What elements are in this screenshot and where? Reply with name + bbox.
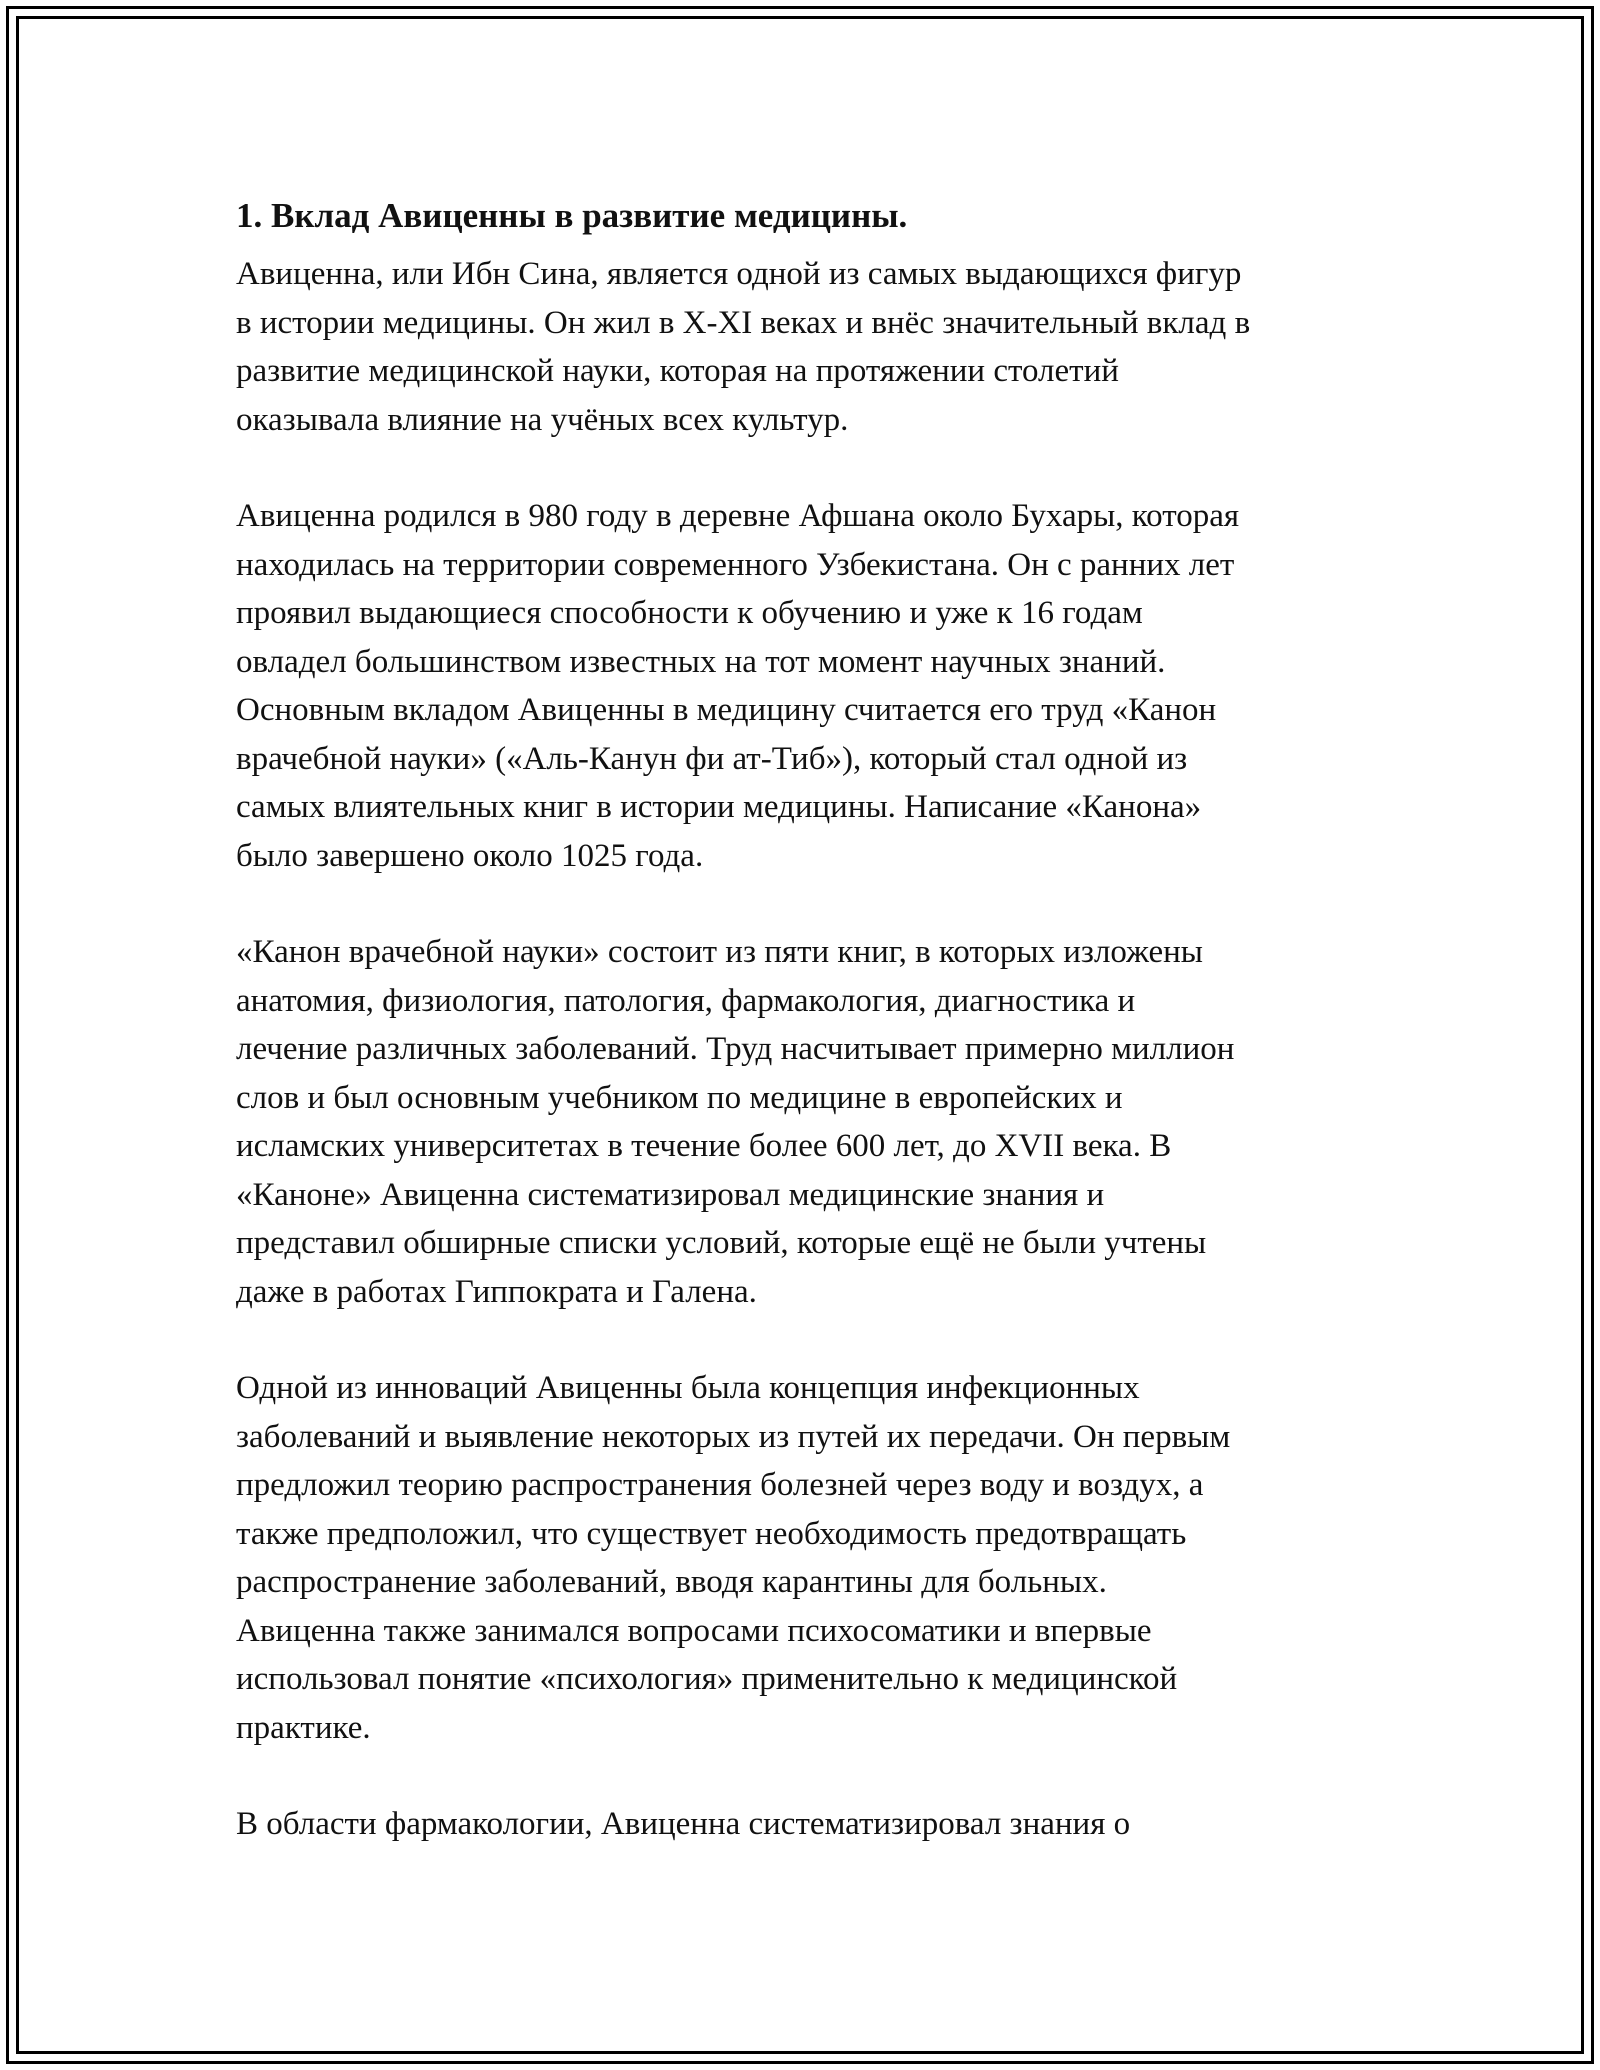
paragraph-line: находилась на территории современного Узбекистана. Он с ранних лет xyxy=(236,546,1235,583)
paragraph-line: врачебной науки» («Аль-Канун фи ат-Тиб»), который стал одной из xyxy=(236,740,1188,777)
paragraph-line: «Канон врачебной науки» состоит из пяти книг, в которых изложены xyxy=(236,934,1203,970)
paragraph-line: исламских университетах в течение более 600 лет, до XVII века. В xyxy=(236,1128,1172,1164)
paragraph-line: заболеваний и выявление некоторых из путей их передачи. Он первым xyxy=(236,1418,1231,1455)
paragraph-line: самых влиятельных книг в истории медицины. Написание «Канона» xyxy=(236,789,1202,825)
paragraph-line: распространение заболеваний, вводя карантины для больных. xyxy=(236,1564,1107,1600)
paragraph-5 xyxy=(236,1800,1386,1849)
paragraph-line: Основным вкладом Авиценны в медицину считается его труд «Канон xyxy=(236,692,1217,728)
paragraph-line: анатомия, физиология, патология, фармакология, диагностика и xyxy=(236,982,1136,1019)
paragraph-line: даже в работах Гиппократа и Галена. xyxy=(236,1273,757,1310)
paragraph-line: проявил выдающиеся способности к обучению и уже к 16 годам xyxy=(236,595,1143,631)
document-page xyxy=(236,186,1386,1897)
paragraph-line: представил обширные списки условий, которые ещё не были учтены xyxy=(236,1225,1207,1261)
paragraph-line: Авиценна также занимался вопросами психосоматики и впервые xyxy=(236,1612,1152,1649)
paragraph-line: использовал понятие «психология» применительно к медицинской xyxy=(236,1661,1178,1697)
paragraph-3 xyxy=(236,928,1386,1316)
paragraph-4 xyxy=(236,1364,1386,1752)
paragraph-line: в истории медицины. Он жил в X-XI веках и внёс значительный вклад в xyxy=(236,304,1251,341)
paragraph-line: Авиценна, или Ибн Сина, является одной из самых выдающихся фигур xyxy=(236,256,1242,292)
paragraph-line: «Каноне» Авиценна систематизировал медицинские знания и xyxy=(236,1176,1105,1213)
paragraph-line: практике. xyxy=(236,1709,371,1746)
paragraph-line: развитие медицинской науки, которая на протяжении столетий xyxy=(236,353,1119,389)
paragraph-line: предложил теорию распространения болезней через воду и воздух, а xyxy=(236,1467,1204,1503)
paragraph-line: Одной из инноваций Авиценны была концепция инфекционных xyxy=(236,1370,1140,1406)
document-heading: 1. Вклад Авиценны в развитие медицины. xyxy=(236,196,908,235)
paragraph-line: лечение различных заболеваний. Труд насчитывает примерно миллион xyxy=(236,1031,1235,1067)
paragraph-line: было завершено около 1025 года. xyxy=(236,837,704,874)
paragraph-line: слов и был основным учебником по медицине в европейских и xyxy=(236,1079,1123,1116)
paragraph-line: также предположил, что существует необходимость предотвращать xyxy=(236,1515,1187,1552)
paragraph-line: В области фармакологии, Авиценна систематизировал знания о xyxy=(236,1806,1131,1842)
paragraph-line: овладел большинством известных на тот момент научных знаний. xyxy=(236,643,1166,680)
paragraph-line: Авиценна родился в 980 году в деревне Афшана около Бухары, которая xyxy=(236,498,1240,534)
paragraph-2 xyxy=(236,492,1386,880)
paragraph-1 xyxy=(236,250,1386,444)
paragraph-line: оказывала влияние на учёных всех культур. xyxy=(236,401,849,438)
